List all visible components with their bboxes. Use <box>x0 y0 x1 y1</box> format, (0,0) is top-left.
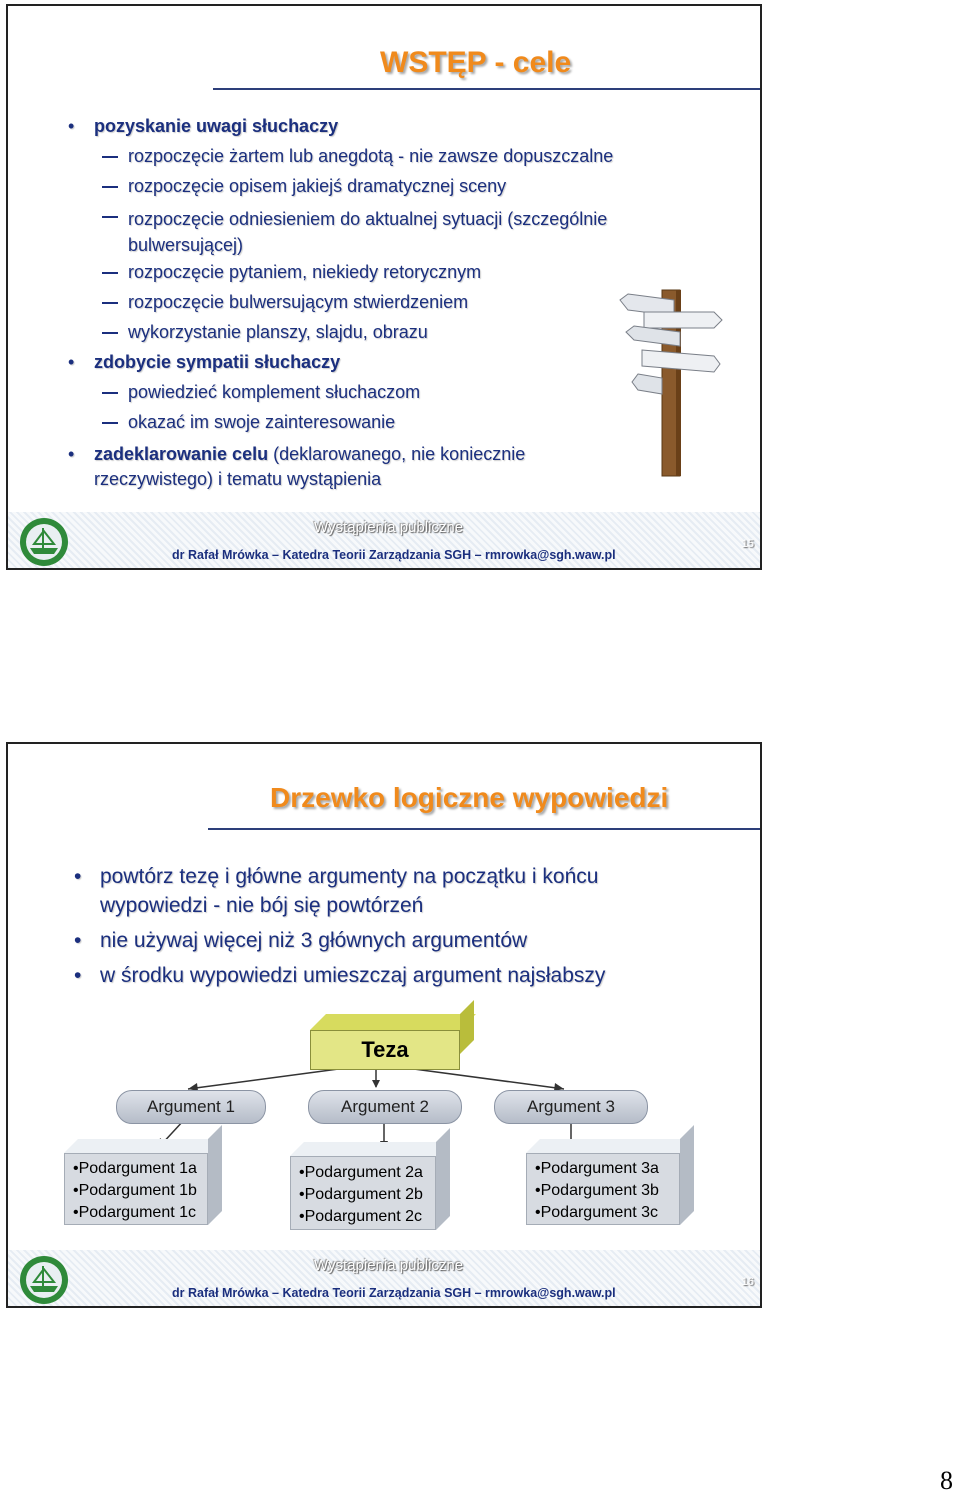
list-item: • nie używaj więcej niż 3 głównych argumentów <box>100 926 700 955</box>
subargument-item: • Podargument 2a <box>299 1162 427 1184</box>
subargument-item: • Podargument 2b <box>299 1184 427 1206</box>
subargument-box-3 <box>526 1153 680 1225</box>
argument-2: Argument 2 <box>308 1090 462 1124</box>
teza-box: Teza <box>310 1030 460 1070</box>
subargument-item: • Podargument 3c <box>535 1202 671 1224</box>
teza-box-top <box>310 1014 476 1030</box>
list-item: wykorzystanie planszy, slajdu, obrazu <box>128 322 634 352</box>
list-item: powiedzieć komplement słuchaczom <box>128 382 634 412</box>
list-item: okazać im swoje zainteresowanie <box>128 412 634 442</box>
list-item: rozpoczęcie pytaniem, niekiedy retorycznym <box>128 262 634 292</box>
list-item: rozpoczęcie odniesieniem do aktualnej sytuacji (szczególnie bulwersującej) <box>128 206 708 262</box>
footer-author: dr Rafał Mrówka – Katedra Teorii Zarządzania SGH – rmrowka@sgh.waw.pl <box>172 1286 616 1300</box>
footer-author: dr Rafał Mrówka – Katedra Teorii Zarządzania SGH – rmrowka@sgh.waw.pl <box>172 548 616 562</box>
subargument-item: • Podargument 1a <box>73 1158 199 1180</box>
list-item: rozpoczęcie bulwersującym stwierdzeniem <box>128 292 634 322</box>
subargument-box-side <box>680 1125 694 1225</box>
title-underline <box>213 88 762 90</box>
subargument-box-top <box>526 1139 694 1153</box>
footer-title: Wystąpienia publiczne <box>314 1257 464 1274</box>
slide-title: WSTĘP - cele <box>380 46 572 79</box>
slide-number: 16 <box>741 1276 754 1288</box>
subargument-box-side <box>436 1128 450 1230</box>
argument-1: Argument 1 <box>116 1090 266 1124</box>
subargument-box-1 <box>64 1153 208 1225</box>
slide-title: Drzewko logiczne wypowiedzi <box>270 782 669 813</box>
subargument-item: • Podargument 1c <box>73 1202 199 1224</box>
argument-3: Argument 3 <box>494 1090 648 1124</box>
footer-title: Wystąpienia publiczne <box>314 519 464 536</box>
subargument-item: • Podargument 2c <box>299 1206 427 1228</box>
list-item: • zdobycie sympatii słuchaczy <box>94 352 634 382</box>
slide-number: 15 <box>741 538 754 550</box>
subargument-box-side <box>208 1125 222 1225</box>
bullet-list <box>94 116 634 492</box>
list-item: rozpoczęcie opisem jakiejś dramatycznej sceny <box>128 176 634 206</box>
list-item: • zadeklarowanie celu (deklarowanego, nie koniecznie rzeczywistego) i tematu wystąpienia <box>94 442 614 492</box>
slide-footer <box>8 512 760 568</box>
subargument-item: • Podargument 1b <box>73 1180 199 1202</box>
list-item: • w środku wypowiedzi umieszczaj argument najsłabszy <box>100 961 700 990</box>
signpost-illustration <box>614 282 734 482</box>
subargument-box-2 <box>290 1156 436 1230</box>
slide-footer <box>8 1250 760 1306</box>
list-item: • powtórz tezę i główne argumenty na początku i końcu wypowiedzi - nie bój się powtórzeń <box>100 862 700 920</box>
school-seal-icon <box>16 1254 72 1306</box>
subargument-item: • Podargument 3b <box>535 1180 671 1202</box>
page-number: 8 <box>940 1466 953 1495</box>
school-seal-icon <box>16 516 72 568</box>
slide-16 <box>6 742 762 1308</box>
subargument-item: • Podargument 3a <box>535 1158 671 1180</box>
subargument-box-top <box>64 1139 222 1153</box>
subargument-box-top <box>290 1142 450 1156</box>
list-item: rozpoczęcie żartem lub anegdotą - nie zawsze dopuszczalne <box>128 146 634 176</box>
list-item: • pozyskanie uwagi słuchaczy <box>94 116 634 146</box>
slide-15 <box>6 4 762 570</box>
